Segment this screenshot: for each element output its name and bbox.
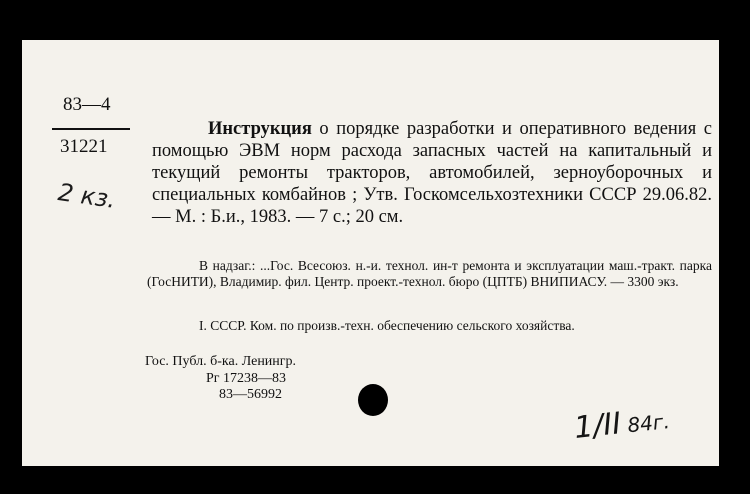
title-description: о порядке разработки и оперативного ведения с помощью ЭВМ норм расхода запасных частей на капитальный и текущий ремонты тракторов, автомобилей, зерноуборочных и специальных комбайнов ; Утв. Госкомсельхозтехники СССР 29.06.82. — М. : Б.и., 1983. — 7 с.; 20 см. <box>152 119 712 227</box>
publication-note: В надзаг.: ...Гос. Всесоюз. н.-и. технол. ин-т ремонта и эксплуатации маш.-тракт. парка (ГосНИТИ), Владимир. фил. Центр. проект.-технол. бюро (ЦПТБ) ВНИПИАСУ. — 3300 экз. <box>147 258 712 289</box>
inventory-number: 83—56992 <box>219 387 282 402</box>
punch-hole <box>358 384 388 416</box>
subject-heading: I. СССР. Ком. по произв.-техн. обеспечению сельского хозяйства. <box>199 318 575 333</box>
handwritten-note: 2 кз. <box>56 178 118 214</box>
call-number-top: 83—4 <box>63 94 111 115</box>
catalog-card <box>22 40 719 466</box>
call-number-bottom: 31221 <box>60 136 108 157</box>
call-number-divider <box>52 128 130 130</box>
title-entry <box>152 118 712 228</box>
signature-text: 1/II <box>572 406 623 446</box>
signature-suffix: 84г. <box>619 409 671 439</box>
library-stamp: Гос. Публ. б-ка. Ленингр. <box>145 354 297 369</box>
registration-number: Рг 17238—83 <box>206 371 287 386</box>
title-lead: Инструкция <box>208 119 312 139</box>
handwritten-signature <box>572 401 671 446</box>
